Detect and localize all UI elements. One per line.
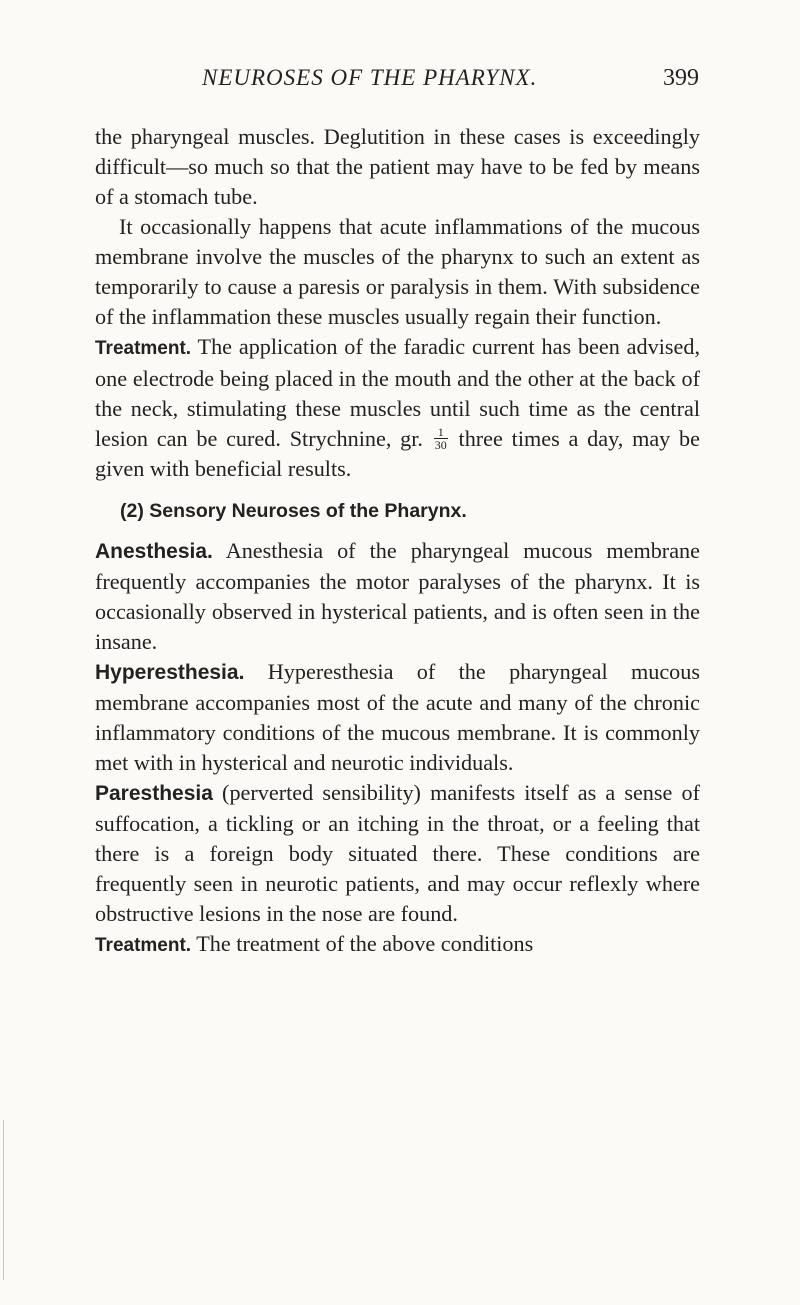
paragraph-treatment-sensory — [95, 929, 700, 961]
paresthesia-lead: Paresthesia — [95, 782, 213, 805]
paragraph-hyperesthesia — [95, 657, 700, 778]
paragraph-text: It occasionally happens that acute inflammations of the mucous membrane involve the muscles of the pharynx to such an extent as temporarily to cause a paresis or paralysis in them. With subsidence of the inflammation these muscles usually regain their function. — [95, 214, 700, 329]
paragraph-inflammation — [95, 212, 700, 332]
hyperesthesia-lead: Hyperesthesia. — [95, 661, 245, 684]
fraction-denominator: 30 — [434, 438, 447, 453]
scan-margin-line — [3, 1120, 4, 1280]
paragraph-text: the pharyngeal muscles. Deglutition in these cases is exceedingly difficult—so much so that the patient may have to be fed by means of a stomach tube. — [95, 124, 700, 209]
paragraph-anesthesia — [95, 536, 700, 657]
body-text — [95, 122, 700, 961]
treatment-lead: Treatment. — [95, 935, 192, 956]
running-title: NEUROSES OF THE PHARYNX. — [202, 65, 538, 90]
paragraph-text: three times a day, may be given with beneficial results. — [95, 426, 701, 481]
paragraph-continuation — [95, 122, 700, 212]
anesthesia-lead: Anesthesia. — [95, 540, 213, 563]
treatment-lead: Treatment. — [95, 338, 192, 359]
paragraph-text: Anesthesia of the pharyngeal mucous membrane frequently accompanies the motor paralyses of the pharynx. It is occasionally observed in hysterical patients, and is often seen in the insane. — [95, 538, 700, 654]
paragraph-paresthesia — [95, 778, 700, 929]
section-heading: (2) Sensory Neuroses of the Pharynx. — [120, 500, 467, 522]
paragraph-text: Hyperesthesia of the pharyngeal mucous membrane accompanies most of the acute and many of the chronic inflammatory conditions of the mucous membrane. It is commonly met with in hysterical and neurotic individuals. — [95, 659, 700, 775]
fraction-numerator: 1 — [434, 426, 448, 439]
running-head — [98, 62, 699, 94]
paragraph-treatment-motor — [95, 332, 700, 484]
dose-fraction — [434, 426, 448, 451]
page-number: 399 — [663, 65, 699, 91]
paragraph-text: (perverted sensibility) manifests itself as a sense of suffocation, a tickling or an itching in the throat, or a feeling that there is a foreign body situated there. These conditions are frequently seen in neurotic patients, and may occur reflexly where obstructive lesions in the nose are found. — [95, 780, 700, 926]
paragraph-text: The treatment of the above conditions — [191, 931, 534, 956]
paragraph-text: The application of the faradic current has been advised, one electrode being placed in the mouth and the other at the back of the neck, stimulating these muscles until such time as the central lesion can be cured. Strychnine, gr. — [95, 334, 700, 451]
